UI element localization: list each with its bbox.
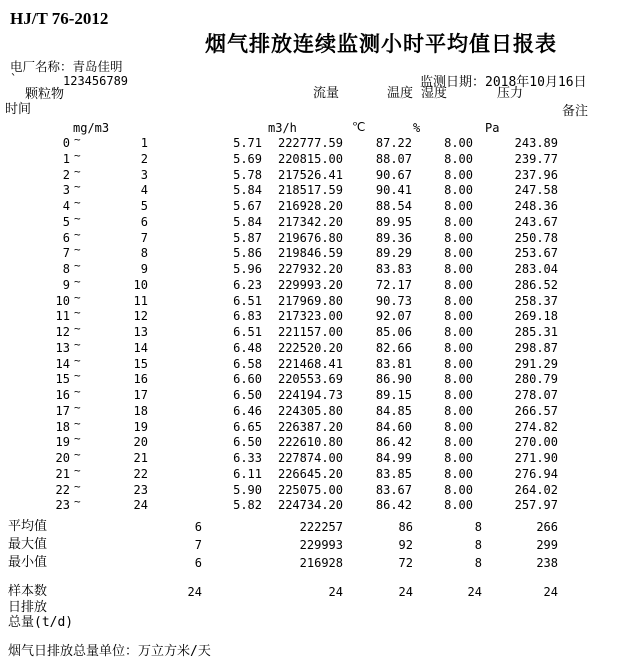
- table-row: [0, 259, 617, 277]
- summary-row: [0, 520, 617, 535]
- temperature-value: 84.99: [375, 451, 412, 465]
- pressure-value: 271.90: [514, 451, 558, 465]
- pressure-value: 264.02: [514, 482, 558, 497]
- humidity-value: 8.00: [444, 183, 473, 198]
- pressure-value: 298.87: [514, 340, 558, 355]
- humidity-value: 8.00: [444, 309, 473, 324]
- table-row: [0, 133, 617, 151]
- tilde-separator: ~: [74, 369, 81, 383]
- humidity-value: 8.00: [444, 340, 473, 355]
- report-title: 烟气排放连续监测小时平均值日报表: [205, 32, 557, 56]
- humidity-value: 8: [474, 556, 482, 570]
- tilde-separator: ~: [74, 385, 81, 398]
- dust-value: 6.48: [233, 340, 262, 355]
- pressure-value: 270.00: [514, 435, 558, 450]
- table-row: [0, 479, 617, 498]
- standard-code: HJ/T 76-2012: [10, 9, 109, 28]
- table-row: [0, 196, 617, 214]
- hour-end: 9: [140, 262, 148, 276]
- flow-value: 227874.00: [277, 451, 343, 465]
- tilde-separator: ~: [74, 416, 81, 430]
- hour-start: 5: [62, 214, 70, 229]
- table-row: [0, 211, 617, 230]
- temperature-value: 72: [398, 556, 413, 570]
- tilde-separator: ~: [74, 196, 81, 209]
- table-row: [0, 337, 617, 356]
- unit-temperature: ℃: [352, 120, 366, 134]
- humidity-value: 8.00: [444, 435, 473, 450]
- humidity-value: 8.00: [444, 151, 473, 166]
- flow-value: 216928: [299, 556, 343, 570]
- temperature-value: 89.95: [375, 214, 412, 229]
- col-header-humidity: 湿度: [421, 86, 448, 101]
- flow-value: 221157.00: [277, 325, 343, 339]
- hour-start: 6: [62, 230, 70, 245]
- table-row: [0, 243, 617, 261]
- humidity-value: 8.00: [444, 293, 473, 308]
- dust-value: 5.82: [233, 498, 262, 513]
- hour-end: 23: [133, 482, 148, 497]
- col-header-flow: 流量: [313, 86, 340, 101]
- flow-value: 219676.80: [277, 230, 343, 245]
- pressure-value: 253.67: [514, 246, 558, 261]
- pressure-value: 24: [543, 585, 558, 599]
- humidity-value: 8.00: [444, 372, 473, 387]
- dust-value: 6.11: [233, 466, 262, 481]
- temperature-value: 86.42: [375, 435, 412, 450]
- temperature-value: 89.15: [375, 388, 412, 402]
- humidity-value: 8.00: [444, 498, 473, 513]
- flow-value: 220815.00: [277, 151, 343, 166]
- pressure-value: 250.78: [514, 230, 558, 245]
- unit-dust: mg/m3: [73, 121, 110, 135]
- unit-pressure: Pa: [485, 121, 500, 135]
- humidity-value: 8.00: [444, 482, 473, 497]
- table-row: [0, 290, 617, 309]
- flow-value: 222257: [299, 520, 343, 534]
- hour-start: 3: [62, 183, 70, 198]
- hour-start: 8: [62, 262, 70, 276]
- flow-value: 217342.20: [277, 214, 343, 229]
- pressure-value: 257.97: [514, 498, 558, 513]
- tilde-separator: ~: [74, 164, 81, 178]
- plant-name-line: 电厂名称：青岛佳明: [10, 59, 123, 74]
- flow-value: 217969.80: [277, 293, 343, 308]
- temperature-value: 88.54: [375, 199, 412, 213]
- humidity-value: 8.00: [444, 136, 473, 150]
- hour-start: 9: [62, 277, 70, 292]
- humidity-value: 8.00: [444, 167, 473, 182]
- dust-value: 6.83: [233, 309, 262, 324]
- table-row: [0, 306, 617, 324]
- tilde-separator: ~: [74, 259, 81, 272]
- tilde-separator: ~: [74, 274, 81, 288]
- col-header-temperature: 温度: [387, 86, 414, 101]
- tilde-separator: ~: [74, 180, 81, 194]
- tilde-separator: ~: [74, 463, 81, 477]
- table-row: [0, 353, 617, 372]
- hour-end: 1: [140, 136, 148, 150]
- flow-value: 229993: [299, 538, 343, 552]
- hour-start: 7: [62, 246, 70, 261]
- daily-emission-label-line2: 总量(t/d): [8, 615, 74, 630]
- humidity-value: 8: [474, 538, 482, 552]
- hour-end: 5: [140, 199, 148, 213]
- humidity-value: 8.00: [444, 356, 473, 371]
- summary-row: [0, 556, 617, 571]
- hour-start: 11: [55, 309, 70, 324]
- hour-start: 0: [62, 136, 70, 150]
- tilde-separator: ~: [74, 322, 81, 335]
- flow-value: 226645.20: [277, 466, 343, 481]
- hour-end: 7: [140, 230, 148, 245]
- hour-start: 16: [55, 388, 70, 402]
- hour-start: 1: [62, 151, 70, 166]
- flow-value: 219846.59: [277, 246, 343, 261]
- hour-end: 17: [133, 388, 148, 402]
- flow-value: 221468.41: [277, 356, 343, 371]
- hour-start: 19: [55, 435, 70, 450]
- tilde-separator: ~: [74, 337, 81, 351]
- unit-flow: m3/h: [268, 121, 297, 135]
- temperature-value: 83.81: [375, 356, 412, 371]
- hour-end: 16: [133, 372, 148, 387]
- table-row: [0, 495, 617, 513]
- pressure-value: 266: [536, 520, 558, 534]
- dust-value: 5.71: [233, 136, 262, 150]
- flow-value: 227932.20: [277, 262, 343, 276]
- hour-end: 6: [140, 214, 148, 229]
- summary-row: [0, 538, 617, 553]
- humidity-value: 8.00: [444, 466, 473, 481]
- temperature-value: 90.41: [375, 183, 412, 198]
- summary-label: 最大值: [8, 537, 48, 552]
- pressure-value: 283.04: [514, 262, 558, 276]
- dust-value: 5.90: [233, 482, 262, 497]
- tilde-separator: ~: [74, 432, 81, 446]
- tilde-separator: ~: [74, 479, 81, 493]
- hour-end: 4: [140, 183, 148, 198]
- hour-start: 20: [55, 451, 70, 465]
- dust-value: 5.67: [233, 199, 262, 213]
- tilde-separator: ~: [74, 448, 81, 461]
- tilde-separator: ~: [74, 148, 81, 162]
- dust-value: 6.50: [233, 435, 262, 450]
- tilde-separator: ~: [74, 227, 81, 241]
- tilde-separator: ~: [74, 133, 81, 146]
- hour-end: 10: [133, 277, 148, 292]
- tilde-separator: ~: [74, 211, 81, 225]
- humidity-value: 8.00: [444, 246, 473, 261]
- dust-value: 24: [187, 585, 202, 599]
- table-row: [0, 369, 617, 387]
- dust-value: 6.50: [233, 388, 262, 402]
- pressure-value: 243.67: [514, 214, 558, 229]
- hour-start: 4: [62, 199, 70, 213]
- dust-value: 5.87: [233, 230, 262, 245]
- temperature-value: 89.29: [375, 246, 412, 261]
- table-row: [0, 322, 617, 340]
- humidity-value: 8.00: [444, 230, 473, 245]
- flow-value: 226387.20: [277, 419, 343, 434]
- flow-value: 224305.80: [277, 403, 343, 418]
- flow-value: 216928.20: [277, 199, 343, 213]
- humidity-value: 8.00: [444, 199, 473, 213]
- hour-end: 15: [133, 356, 148, 371]
- humidity-value: 8.00: [444, 277, 473, 292]
- table-row: [0, 448, 617, 466]
- hour-start: 21: [55, 466, 70, 481]
- summary-label: 平均值: [8, 519, 48, 534]
- col-header-pressure: 压力: [497, 86, 524, 101]
- hour-end: 11: [133, 293, 148, 308]
- pressure-value: 258.37: [514, 293, 558, 308]
- summary-row: [0, 585, 617, 600]
- humidity-value: 8: [474, 520, 482, 534]
- temperature-value: 24: [398, 585, 413, 599]
- dust-value: 5.84: [233, 183, 262, 198]
- pressure-value: 238: [536, 556, 558, 570]
- dust-value: 6: [194, 556, 202, 570]
- hour-end: 19: [133, 419, 148, 434]
- col-header-remark: 备注: [562, 104, 589, 119]
- col-header-dust: 颗粒物: [25, 87, 65, 102]
- monitor-date-line: 监测日期：2018年10月16日: [420, 75, 587, 90]
- table-row: [0, 400, 617, 419]
- hour-start: 17: [55, 403, 70, 418]
- hour-end: 8: [140, 246, 148, 261]
- dust-value: 5.86: [233, 246, 262, 261]
- dust-value: 5.78: [233, 167, 262, 182]
- dust-value: 6: [194, 520, 202, 534]
- pressure-value: 276.94: [514, 466, 558, 481]
- pressure-value: 278.07: [514, 388, 558, 402]
- dust-value: 5.84: [233, 214, 262, 229]
- daily-emission-label-line1: 日排放: [8, 600, 48, 615]
- flow-value: 222610.80: [277, 435, 343, 450]
- temperature-value: 83.67: [375, 482, 412, 497]
- dust-value: 6.51: [233, 325, 262, 339]
- flow-value: 225075.00: [277, 482, 343, 497]
- hour-start: 2: [62, 167, 70, 182]
- temperature-value: 84.85: [375, 403, 412, 418]
- hour-end: 20: [133, 435, 148, 450]
- temperature-value: 89.36: [375, 230, 412, 245]
- pressure-value: 239.77: [514, 151, 558, 166]
- dust-value: 5.69: [233, 151, 262, 166]
- summary-label: 最小值: [8, 555, 48, 570]
- pressure-value: 243.89: [514, 136, 558, 150]
- pressure-value: 247.58: [514, 183, 558, 198]
- hour-end: 21: [133, 451, 148, 465]
- tilde-separator: ~: [74, 495, 81, 509]
- tilde-separator: ~: [74, 400, 81, 414]
- flow-value: 229993.20: [277, 277, 343, 292]
- hour-start: 22: [55, 482, 70, 497]
- temperature-value: 92.07: [375, 309, 412, 324]
- table-row: [0, 180, 617, 198]
- temperature-value: 87.22: [375, 136, 412, 150]
- dust-value: 6.46: [233, 403, 262, 418]
- flow-value: 224194.73: [277, 388, 343, 402]
- pressure-value: 266.57: [514, 403, 558, 418]
- pressure-value: 248.36: [514, 199, 558, 213]
- humidity-value: 8.00: [444, 419, 473, 434]
- temperature-value: 83.85: [375, 466, 412, 481]
- dust-value: 6.23: [233, 277, 262, 292]
- pressure-value: 286.52: [514, 277, 558, 292]
- table-row: [0, 385, 617, 403]
- pressure-value: 280.79: [514, 372, 558, 387]
- dust-value: 5.96: [233, 262, 262, 276]
- temperature-value: 83.83: [375, 262, 412, 276]
- humidity-value: 24: [467, 585, 482, 599]
- table-row: [0, 148, 617, 167]
- humidity-value: 8.00: [444, 214, 473, 229]
- hour-start: 15: [55, 372, 70, 387]
- humidity-value: 8.00: [444, 388, 473, 402]
- temperature-value: 72.17: [375, 277, 412, 292]
- table-row: [0, 164, 617, 183]
- table-row: [0, 463, 617, 482]
- temperature-value: 86: [398, 520, 413, 534]
- hour-end: 12: [133, 309, 148, 324]
- hour-start: 10: [55, 293, 70, 308]
- humidity-value: 8.00: [444, 262, 473, 276]
- temperature-value: 84.60: [375, 419, 412, 434]
- flow-value: 218517.59: [277, 183, 343, 198]
- humidity-value: 8.00: [444, 403, 473, 418]
- temperature-value: 90.73: [375, 293, 412, 308]
- temperature-value: 85.06: [375, 325, 412, 339]
- temperature-value: 92: [398, 538, 413, 552]
- temperature-value: 90.67: [375, 167, 412, 182]
- temperature-value: 86.42: [375, 498, 412, 513]
- temperature-value: 86.90: [375, 372, 412, 387]
- pressure-value: 237.96: [514, 167, 558, 182]
- hour-end: 24: [133, 498, 148, 513]
- flow-value: 217526.41: [277, 167, 343, 182]
- humidity-value: 8.00: [444, 325, 473, 339]
- temperature-value: 88.07: [375, 151, 412, 166]
- hour-end: 13: [133, 325, 148, 339]
- hour-end: 3: [140, 167, 148, 182]
- table-row: [0, 432, 617, 450]
- tilde-separator: ~: [74, 290, 81, 304]
- pressure-value: 299: [536, 538, 558, 552]
- summary-label: 样本数: [8, 584, 48, 599]
- hour-end: 22: [133, 466, 148, 481]
- footer-unit-note: 烟气日排放总量单位：万立方米/天: [8, 644, 211, 659]
- humidity-value: 8.00: [444, 451, 473, 465]
- table-row: [0, 227, 617, 246]
- tilde-separator: ~: [74, 353, 81, 367]
- dust-value: 6.33: [233, 451, 262, 465]
- temperature-value: 82.66: [375, 340, 412, 355]
- flow-value: 224734.20: [277, 498, 343, 513]
- unit-humidity: %: [413, 121, 421, 135]
- pressure-value: 274.82: [514, 419, 558, 434]
- dust-value: 6.51: [233, 293, 262, 308]
- col-header-time: 时间: [5, 102, 32, 117]
- hour-start: 18: [55, 419, 70, 434]
- table-row: [0, 416, 617, 435]
- hour-start: 14: [55, 356, 70, 371]
- hour-start: 23: [55, 498, 70, 513]
- hour-start: 13: [55, 340, 70, 355]
- tilde-separator: ~: [74, 243, 81, 257]
- tick-mark: `: [10, 72, 18, 86]
- hour-end: 14: [133, 340, 148, 355]
- dust-value: 6.60: [233, 372, 262, 387]
- hour-start: 12: [55, 325, 70, 339]
- dust-value: 7: [194, 538, 202, 552]
- pressure-value: 291.29: [514, 356, 558, 371]
- hour-end: 2: [140, 151, 148, 166]
- flow-value: 217323.00: [277, 309, 343, 324]
- dust-value: 6.58: [233, 356, 262, 371]
- pressure-value: 285.31: [514, 325, 558, 339]
- tilde-separator: ~: [74, 306, 81, 320]
- flow-value: 222777.59: [277, 136, 343, 150]
- flow-value: 220553.69: [277, 372, 343, 387]
- dust-value: 6.65: [233, 419, 262, 434]
- flow-value: 24: [328, 585, 343, 599]
- hour-end: 18: [133, 403, 148, 418]
- flow-value: 222520.20: [277, 340, 343, 355]
- table-row: [0, 274, 617, 293]
- plant-code: 123456789: [63, 74, 129, 88]
- pressure-value: 269.18: [514, 309, 558, 324]
